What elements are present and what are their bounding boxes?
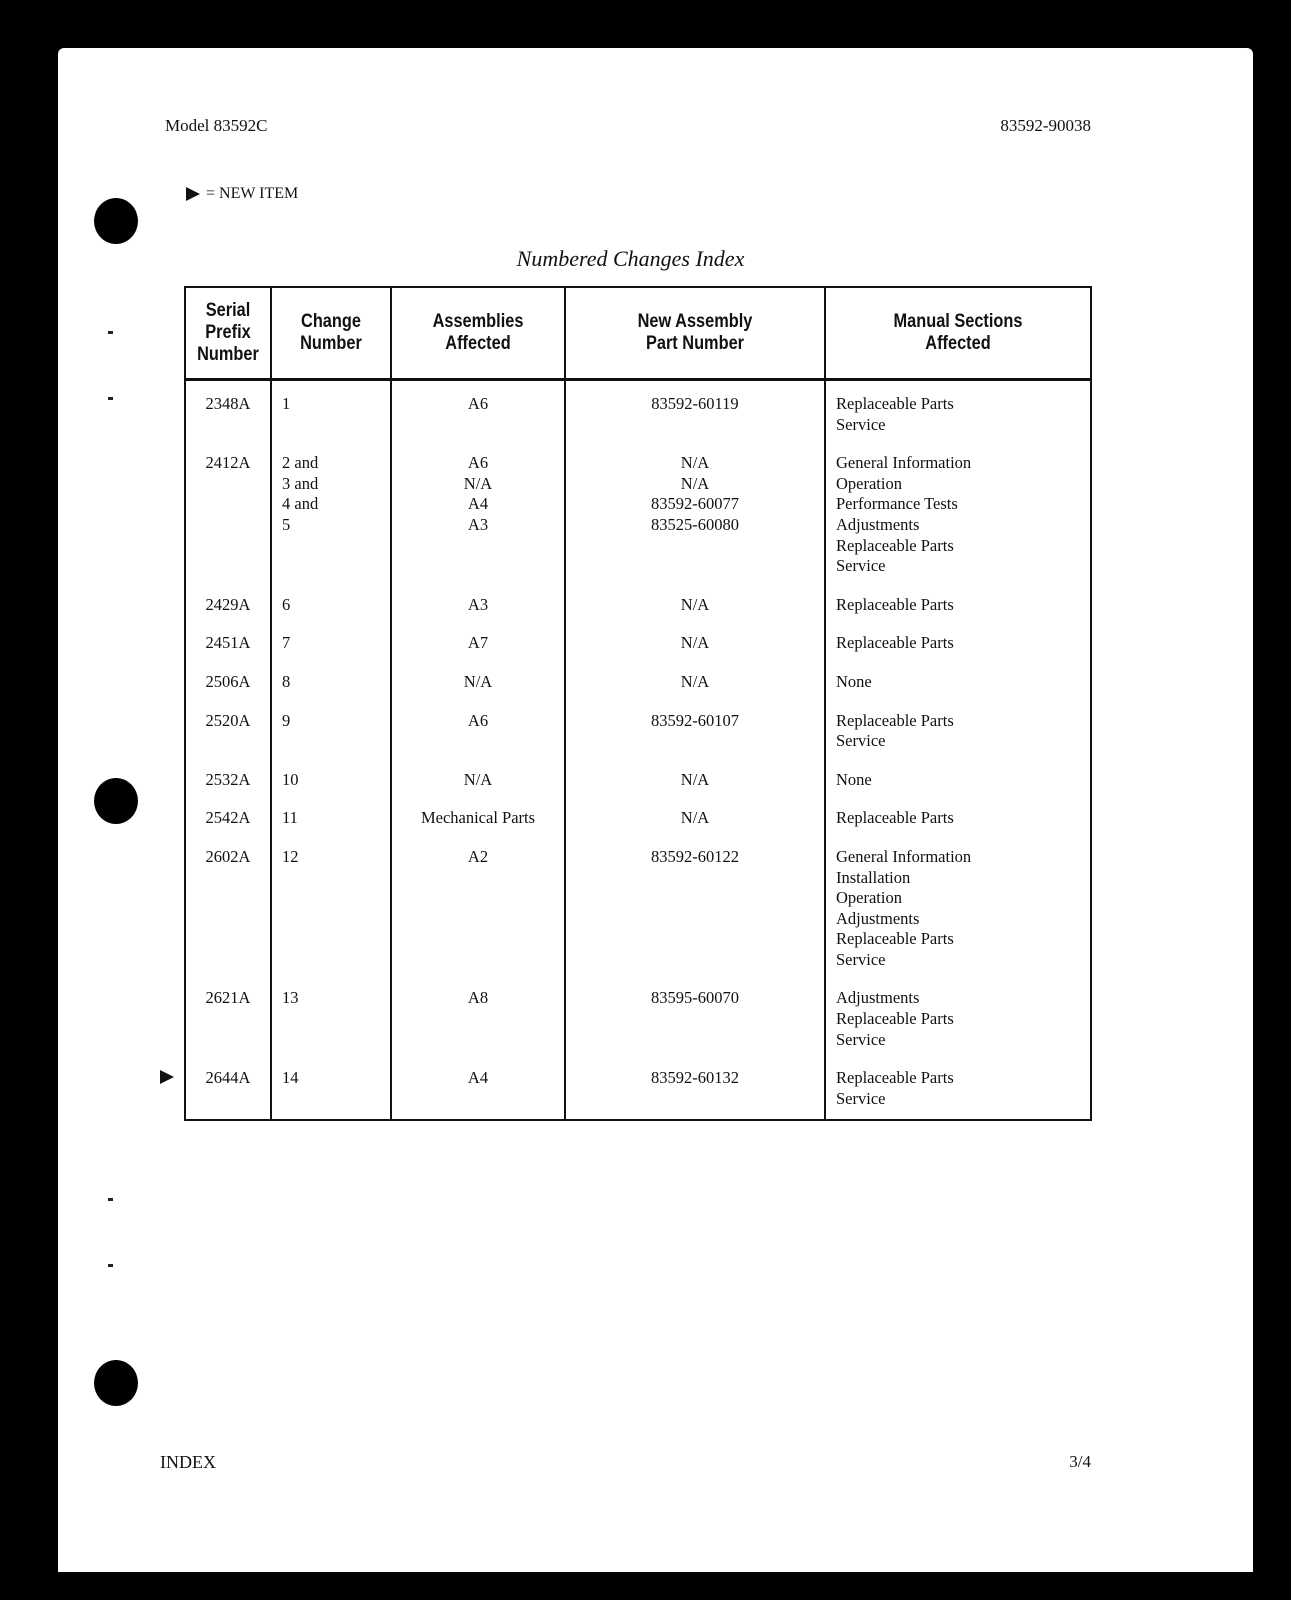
cell-line: 1 xyxy=(282,394,291,413)
serial-prefix-cell xyxy=(185,699,271,758)
table-row xyxy=(185,621,1091,660)
scan-speck xyxy=(108,1264,113,1267)
cell-line: Replaceable Parts xyxy=(836,535,954,555)
cell-line: N/A xyxy=(463,769,493,789)
punch-hole xyxy=(94,778,138,824)
change-number-cell xyxy=(271,758,391,797)
part-number-cell xyxy=(565,796,825,835)
cell-line: 9 xyxy=(282,710,291,730)
cell-line: Service xyxy=(836,1029,886,1049)
assemblies-cell xyxy=(391,583,565,622)
part-number-cell xyxy=(565,441,825,583)
table-row xyxy=(185,976,1091,1056)
header-part-number: New Assembly Part Number xyxy=(583,287,807,380)
serial-prefix-cell xyxy=(185,758,271,797)
cell-line: 7 xyxy=(282,633,291,653)
table-row xyxy=(185,835,1091,977)
scan-speck xyxy=(108,331,113,334)
cell-line: Adjustments xyxy=(836,908,920,928)
assemblies-cell xyxy=(391,796,565,835)
part-number-cell xyxy=(565,699,825,758)
cell-line: 2602A xyxy=(205,846,251,866)
cell-line: A8 xyxy=(467,988,489,1008)
cell-line: 2621A xyxy=(205,988,251,1008)
cell-line: 83592-60107 xyxy=(651,710,739,730)
assemblies-cell xyxy=(391,660,565,699)
cell-line: N/A xyxy=(680,769,710,789)
assemblies-cell xyxy=(391,835,565,977)
change-number-cell xyxy=(271,976,391,1056)
cell-line: Service xyxy=(836,731,886,751)
cell-line: 2520A xyxy=(205,710,251,730)
change-number-cell xyxy=(271,699,391,758)
cell-line: A6 xyxy=(467,394,489,413)
part-number-cell xyxy=(565,621,825,660)
part-number-cell xyxy=(565,1056,825,1120)
table-row xyxy=(185,583,1091,622)
cell-line: 2429A xyxy=(205,594,251,614)
part-number-cell xyxy=(565,976,825,1056)
cell-line: Replaceable Parts xyxy=(836,394,954,413)
cell-line: Replaceable Parts xyxy=(836,1068,954,1088)
manual-sections-cell xyxy=(825,621,1091,660)
cell-line: A7 xyxy=(467,633,489,653)
manual-sections-cell xyxy=(825,976,1091,1056)
serial-prefix-cell xyxy=(185,976,271,1056)
table-row xyxy=(185,1056,1091,1120)
cell-line: 2506A xyxy=(205,671,251,691)
cell-line: N/A xyxy=(463,473,493,493)
table-row xyxy=(185,380,1091,442)
new-item-legend xyxy=(186,185,298,203)
cell-line: N/A xyxy=(680,671,710,691)
cell-line: N/A xyxy=(463,671,493,691)
cell-line: 2348A xyxy=(205,394,251,413)
cell-line: 2451A xyxy=(205,633,251,653)
cell-line: A6 xyxy=(467,710,489,730)
part-number-cell xyxy=(565,758,825,797)
serial-prefix-cell xyxy=(185,621,271,660)
change-number-cell xyxy=(271,583,391,622)
change-number-cell xyxy=(271,1056,391,1120)
cell-line: Service xyxy=(836,949,886,969)
header-change-number: Change Number xyxy=(279,287,382,380)
cell-line: Mechanical Parts xyxy=(420,808,536,828)
table-header-row xyxy=(185,287,1091,380)
cell-line: Operation xyxy=(836,473,902,493)
cell-line: 2542A xyxy=(205,808,251,828)
model-label: Model 83592C xyxy=(165,116,268,135)
cell-line: 83592-60122 xyxy=(651,846,739,866)
cell-line: Service xyxy=(836,414,886,434)
change-number-cell xyxy=(271,660,391,699)
header-manual-sections: Manual Sections Affected xyxy=(844,287,1073,380)
cell-line: 83592-60077 xyxy=(651,494,739,514)
serial-prefix-cell xyxy=(185,660,271,699)
change-number-cell xyxy=(271,796,391,835)
cell-line: Operation xyxy=(836,888,902,908)
serial-prefix-cell xyxy=(185,380,271,442)
manual-sections-cell xyxy=(825,583,1091,622)
cell-line: 2644A xyxy=(205,1068,251,1088)
cell-line: Service xyxy=(836,1088,886,1108)
serial-prefix-cell xyxy=(185,1056,271,1120)
document-page xyxy=(58,48,1253,1572)
cell-line: Replaceable Parts xyxy=(836,633,954,653)
header-assemblies-affected: Assemblies Affected xyxy=(403,287,553,380)
numbered-changes-table xyxy=(184,286,1092,1121)
cell-line: A2 xyxy=(467,846,489,866)
part-number-cell xyxy=(565,660,825,699)
new-item-row-marker xyxy=(160,1070,174,1089)
punch-hole xyxy=(94,198,138,244)
manual-sections-cell xyxy=(825,1056,1091,1120)
page-title: Numbered Changes Index xyxy=(516,246,745,271)
cell-line: None xyxy=(836,671,872,691)
cell-line: 11 xyxy=(282,808,298,828)
change-number-cell xyxy=(271,621,391,660)
manual-sections-cell xyxy=(825,758,1091,797)
cell-line: 13 xyxy=(282,988,299,1008)
manual-sections-cell xyxy=(825,441,1091,583)
cell-line: Adjustments xyxy=(836,988,920,1008)
change-number-cell xyxy=(271,441,391,583)
punch-hole xyxy=(94,1360,138,1406)
table-row xyxy=(185,699,1091,758)
serial-prefix-cell xyxy=(185,583,271,622)
cell-line: N/A xyxy=(680,453,710,473)
assemblies-cell xyxy=(391,699,565,758)
cell-line: 2532A xyxy=(205,769,251,789)
manual-sections-cell xyxy=(825,660,1091,699)
assemblies-cell xyxy=(391,976,565,1056)
table-row xyxy=(185,441,1091,583)
cell-line: 10 xyxy=(282,769,299,789)
cell-line: 4 and xyxy=(282,494,319,514)
cell-line: 2412A xyxy=(205,453,251,473)
cell-line: 6 xyxy=(282,594,291,614)
cell-line: None xyxy=(836,769,872,789)
footer-page-number: 3/4 xyxy=(1069,1452,1091,1471)
cell-line: General Information xyxy=(836,846,972,866)
cell-line: Performance Tests xyxy=(836,494,958,514)
footer-section: INDEX xyxy=(160,1452,216,1472)
part-number-cell xyxy=(565,583,825,622)
assemblies-cell xyxy=(391,758,565,797)
header-serial-prefix: Serial Prefix Number xyxy=(191,287,265,380)
cell-line: Replaceable Parts xyxy=(836,710,954,730)
cell-line: N/A xyxy=(680,473,710,493)
cell-line: A3 xyxy=(467,514,489,534)
cell-line: A6 xyxy=(467,453,489,473)
assemblies-cell xyxy=(391,1056,565,1120)
cell-line: 8 xyxy=(282,671,291,691)
part-number-cell xyxy=(565,380,825,442)
serial-prefix-cell xyxy=(185,796,271,835)
cell-line: 2 and xyxy=(282,453,319,473)
manual-sections-cell xyxy=(825,835,1091,977)
cell-line: A4 xyxy=(467,1068,489,1088)
cell-line: Service xyxy=(836,556,886,576)
document-number: 83592-90038 xyxy=(1000,116,1091,135)
manual-sections-cell xyxy=(825,796,1091,835)
legend-text: = NEW ITEM xyxy=(206,185,299,202)
cell-line: 83592-60132 xyxy=(651,1068,739,1088)
part-number-cell xyxy=(565,835,825,977)
manual-sections-cell xyxy=(825,699,1091,758)
cell-line: 83525-60080 xyxy=(651,514,739,534)
table-row xyxy=(185,796,1091,835)
change-number-cell xyxy=(271,835,391,977)
right-triangle-icon xyxy=(160,1070,174,1084)
cell-line: A3 xyxy=(467,594,489,614)
cell-line: 83592-60119 xyxy=(651,394,739,413)
cell-line: 5 xyxy=(282,514,291,534)
table-row xyxy=(185,758,1091,797)
change-number-cell xyxy=(271,380,391,442)
scan-speck xyxy=(108,1198,113,1201)
assemblies-cell xyxy=(391,441,565,583)
cell-line: N/A xyxy=(680,633,710,653)
cell-line: 83595-60070 xyxy=(651,988,739,1008)
cell-line: Replaceable Parts xyxy=(836,929,954,949)
scan-speck xyxy=(108,397,113,400)
table-row xyxy=(185,660,1091,699)
assemblies-cell xyxy=(391,380,565,442)
cell-line: 14 xyxy=(282,1068,299,1088)
right-triangle-icon xyxy=(186,187,200,201)
cell-line: A4 xyxy=(467,494,489,514)
serial-prefix-cell xyxy=(185,835,271,977)
cell-line: Installation xyxy=(836,867,911,887)
cell-line: N/A xyxy=(680,594,710,614)
manual-sections-cell xyxy=(825,380,1091,442)
cell-line: General Information xyxy=(836,453,972,473)
cell-line: Replaceable Parts xyxy=(836,594,954,614)
cell-line: Replaceable Parts xyxy=(836,1009,954,1029)
cell-line: Replaceable Parts xyxy=(836,808,954,828)
cell-line: 3 and xyxy=(282,473,319,493)
assemblies-cell xyxy=(391,621,565,660)
cell-line: 12 xyxy=(282,846,299,866)
serial-prefix-cell xyxy=(185,441,271,583)
cell-line: N/A xyxy=(680,808,710,828)
cell-line: Adjustments xyxy=(836,514,920,534)
